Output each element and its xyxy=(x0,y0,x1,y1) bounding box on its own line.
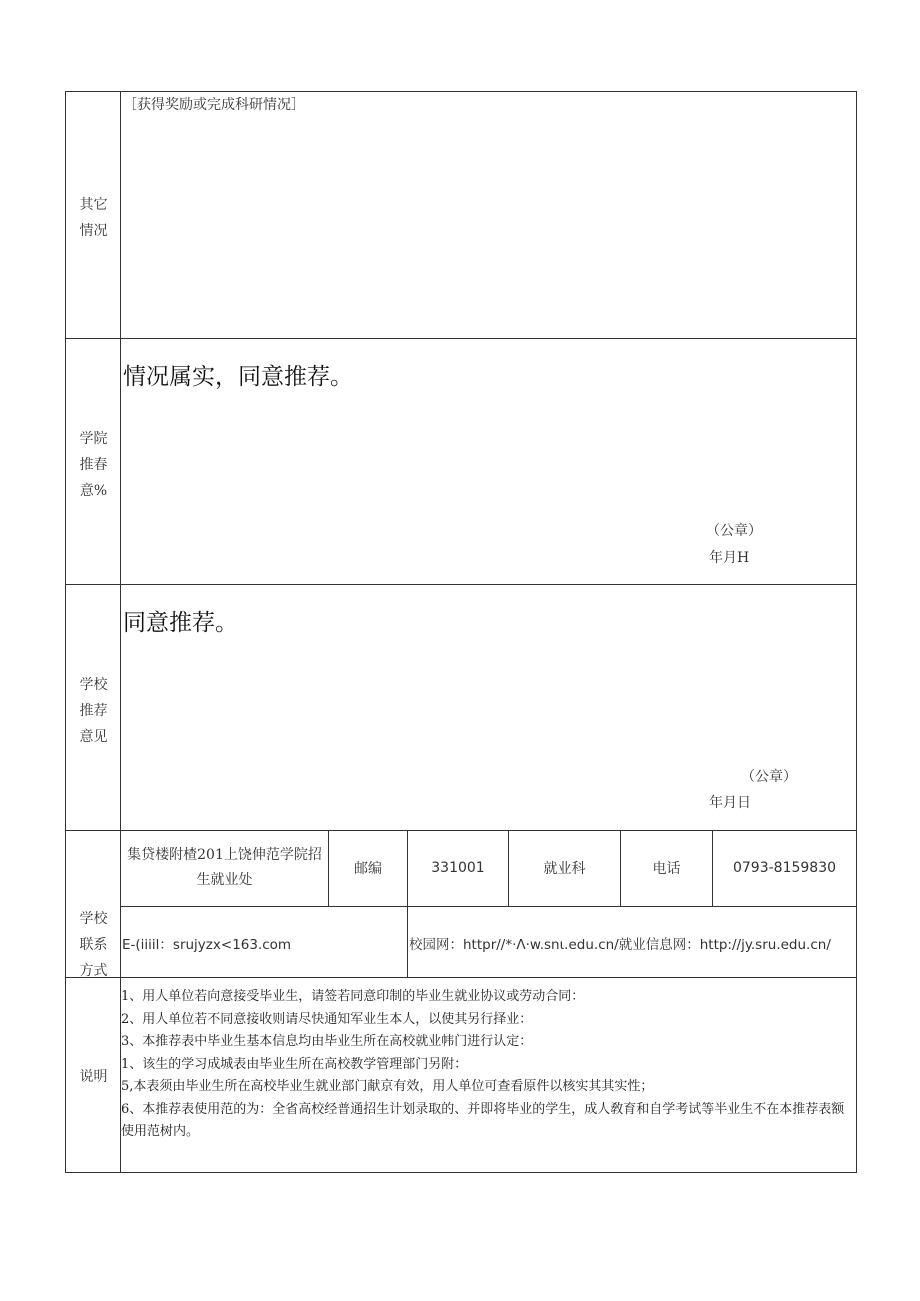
note-item: 1、用人单位若向意接受毕业生，请签若同意印制的毕业生就业协议或劳动合同： xyxy=(121,989,585,1004)
college-opinion-label: 学院 推春 意% xyxy=(79,431,108,499)
notes-label: 说明 xyxy=(79,1069,108,1085)
contact-email: E-(iiiil：srujyzx<163.com xyxy=(122,937,292,953)
awards-research-hint: ［获得奖励或完成科研情况］ xyxy=(123,97,305,113)
school-opinion-text: 同意推荐。 xyxy=(123,610,238,636)
notes-list xyxy=(121,986,856,1144)
note-item: 6、本推荐表使用范的为：全省高校经普通招生计划录取的、并即将毕业的学生，成人敎育和自学考试等半业生不在本推荐表额使用范树内。 xyxy=(121,1101,845,1139)
note-item: 3、本推荐表中毕业生基本信息均由毕业生所在高校就业帏门进行认定： xyxy=(121,1034,533,1049)
postcode-value: 331001 xyxy=(431,860,485,876)
recommendation-form xyxy=(65,91,857,1173)
note-item: 1、该生的学习成城表由毕业生所在高校教学管理部门另附： xyxy=(121,1056,468,1072)
school-date: 年月日 xyxy=(709,795,751,811)
other-situation-label: 其它 情况 xyxy=(79,197,108,239)
phone-value: 0793-8159830 xyxy=(732,860,837,876)
row-divider xyxy=(66,977,856,978)
employment-dept: 就业科 xyxy=(543,861,586,877)
school-opinion-label: 学校 推荐 意见 xyxy=(79,677,108,745)
school-seal: （公章） xyxy=(741,769,797,785)
contact-label: 学校 联系 方式 xyxy=(79,911,108,979)
college-seal: （公章） xyxy=(706,523,762,539)
contact-row-divider xyxy=(120,906,856,907)
row-divider xyxy=(66,584,856,585)
row-divider xyxy=(66,338,856,339)
note-item: 5,本表须由毕业生所在高校毕业生就业部门献京有效，用人单位可查看原件以核实其其实性； xyxy=(121,1079,654,1094)
college-opinion-text: 情况属实，同意推荐。 xyxy=(123,364,353,390)
postcode-label: 邮编 xyxy=(354,861,382,877)
note-item: 2、用人单位若不同意接收则请尽快通知军业生本人，以使其另行择业： xyxy=(121,1011,533,1027)
contact-websites: 校园网：httpr//*·Λ·w.snι.edu.cn/就业信息网：http://jy.sru.edu.cn/ xyxy=(409,937,831,953)
contact-address: 集贷楼附楂201上饶伸范学院招生就业处 xyxy=(127,847,322,888)
college-date: 年月H xyxy=(709,550,750,566)
phone-label: 电话 xyxy=(652,861,681,877)
